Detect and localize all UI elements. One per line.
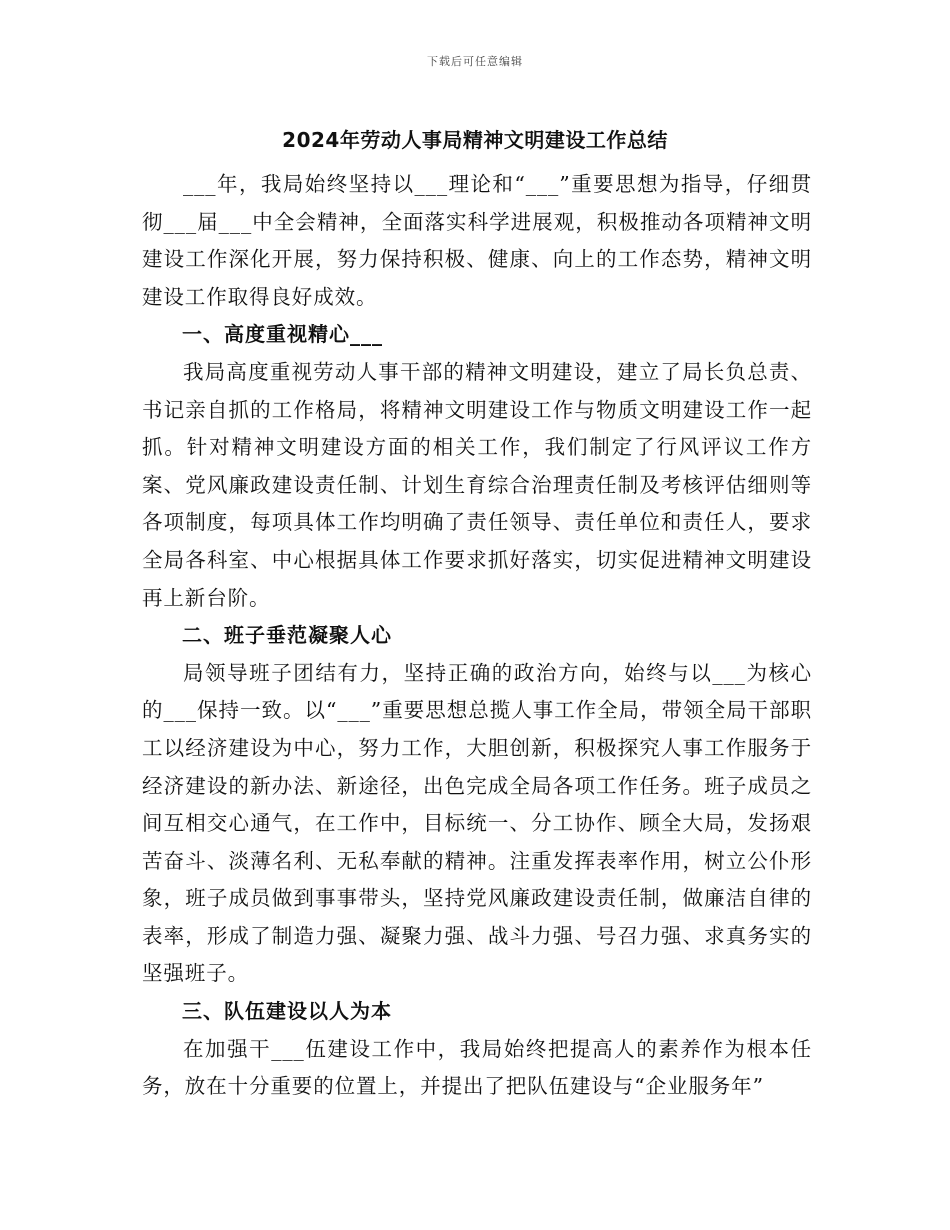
intro-paragraph: ___年，我局始终坚持以___理论和“___”重要思想为指导，仔细贯彻___届___中全会精神，全面落实科学进展观，积极推动各项精神文明建设工作深化开展，努力保持积极、健康、向上的工作态势，精神文明建设工作取得良好成效。 xyxy=(142,172,812,309)
section-heading-3: 三、队伍建设以人为本 xyxy=(182,999,392,1024)
section-paragraph-1: 我局高度重视劳动人事干部的精神文明建设，建立了局长负总责、书记亲自抓的工作格局，将精神文明建设工作与物质文明建设工作一起抓。针对精神文明建设方面的相关工作，我们制定了行风评议工作方案、党风廉政建设责任制、计划生育综合治理责任制及考核评估细则等各项制度，每项具体工作均明确了责任领导、责任单位和责任人，要求全局各科室、中心根据具体工作要求抓好落实，切实促进精神文明建设再上新台阶。 xyxy=(142,359,812,610)
section-heading-2: 二、班子垂范凝聚人心 xyxy=(182,623,392,648)
document-body xyxy=(142,166,812,1106)
section-heading-1: 一、高度重视精心___ xyxy=(182,322,383,347)
header-note: 下载后可任意编辑 xyxy=(427,55,523,68)
document-title: 2024年劳动人事局精神文明建设工作总结 xyxy=(282,128,668,152)
section-paragraph-2: 局领导班子团结有力，坚持正确的政治方向，始终与以___为核心的___保持一致。以“___”重要思想总揽人事工作全局，带领全局干部职工以经济建设为中心，努力工作，大胆创新，积极探究人事工作服务于经济建设的新办法、新途径，出色完成全局各项工作任务。班子成员之间互相交心通气，在工作中，目标统一、分工协作、顾全大局，发扬艰苦奋斗、淡薄名利、无私奉献的精神。注重发挥表率作用，树立公仆形象，班子成员做到事事带头，坚持党风廉政建设责任制，做廉洁自律的表率，形成了制造力强、凝聚力强、战斗力强、号召力强、求真务实的坚强班子。 xyxy=(142,660,812,986)
section-paragraph-3: 在加强干___伍建设工作中，我局始终把提高人的素养作为根本任务，放在十分重要的位置上，并提出了把队伍建设与“企业服务年” xyxy=(142,1036,812,1099)
